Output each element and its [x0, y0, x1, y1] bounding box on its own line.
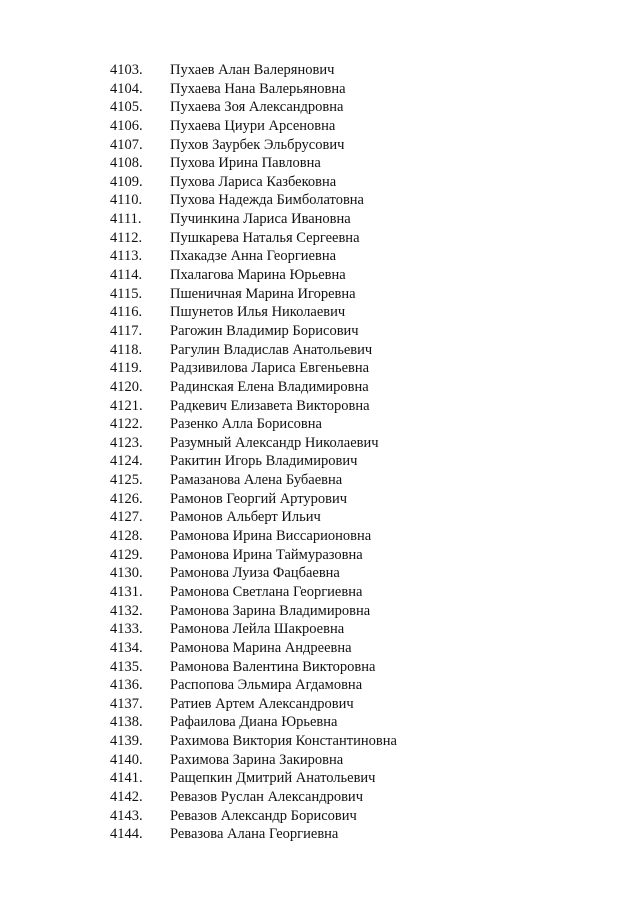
list-item — [110, 452, 397, 471]
entry-name: Пухаев Алан Валерянович — [170, 62, 335, 78]
entry-number: 4112. — [110, 229, 143, 246]
entry-name: Пшеничная Марина Игоревна — [170, 285, 356, 302]
entry-name: Рамонов Альберт Ильич — [170, 509, 321, 526]
entry-name: Рамонова Ирина Таймуразовна — [170, 546, 363, 563]
entry-name: Рагулин Владислав Анатольевич — [170, 341, 373, 358]
entry-number: 4110. — [110, 192, 143, 209]
entry-number: 4144. — [110, 826, 143, 843]
entry-number: 4123. — [110, 434, 143, 451]
entry-name: Пухова Лариса Казбековна — [170, 173, 337, 190]
entry-name: Радкевич Елизавета Викторовна — [170, 397, 370, 414]
entry-number: 4125. — [110, 472, 143, 489]
list-item — [110, 732, 397, 751]
entry-number: 4108. — [110, 155, 143, 172]
list-item — [110, 117, 397, 136]
entry-number: 4129. — [110, 546, 143, 563]
entry-name: Пухова Надежда Бимболатовна — [170, 192, 364, 209]
list-item — [110, 173, 397, 192]
list-item — [110, 191, 397, 210]
list-item — [110, 266, 397, 285]
list-item — [110, 695, 397, 714]
entry-name: Рафаилова Диана Юрьевна — [170, 714, 338, 731]
entry-number: 4118. — [110, 341, 143, 358]
entry-number: 4124. — [110, 453, 143, 470]
entry-number: 4114. — [110, 267, 143, 284]
entry-number: 4120. — [110, 378, 143, 395]
entry-number: 4107. — [110, 136, 143, 153]
list-item — [110, 378, 397, 397]
list-item — [110, 713, 397, 732]
list-item — [110, 751, 397, 770]
list-item — [110, 154, 397, 173]
list-item — [110, 434, 397, 453]
list-item — [110, 788, 397, 807]
list-item — [110, 527, 397, 546]
list-item — [110, 807, 397, 826]
entry-number: 4121. — [110, 397, 143, 414]
entry-name: Рамонов Георгий Артурович — [170, 490, 348, 507]
entry-number: 4136. — [110, 677, 143, 694]
entry-name: Пухова Ирина Павловна — [170, 155, 321, 172]
list-item — [110, 676, 397, 695]
entry-number: 4135. — [110, 658, 143, 675]
list-item — [110, 825, 397, 844]
entry-number: 4131. — [110, 583, 143, 600]
list-item — [110, 229, 397, 248]
entry-number: 4133. — [110, 621, 143, 638]
entry-number: 4142. — [110, 788, 143, 805]
entry-name: Рахимова Виктория Константиновна — [170, 733, 397, 750]
entry-name: Разенко Алла Борисовна — [170, 416, 322, 433]
entry-name: Пухов Заурбек Эльбрусович — [170, 136, 345, 153]
list-item — [110, 658, 397, 677]
list-item — [110, 415, 397, 434]
list-item — [110, 322, 397, 341]
entry-number: 4103. — [110, 62, 143, 78]
entry-number: 4117. — [110, 322, 143, 339]
entry-name: Пхакадзе Анна Георгиевна — [170, 248, 337, 265]
list-item — [110, 769, 397, 788]
entry-number: 4111. — [110, 211, 142, 228]
entry-number: 4140. — [110, 751, 143, 768]
entry-name: Рамонова Валентина Викторовна — [170, 658, 376, 675]
list-item — [110, 564, 397, 583]
entry-name: Рамонова Светлана Георгиевна — [170, 583, 363, 600]
entry-number: 4139. — [110, 733, 143, 750]
entry-number: 4126. — [110, 490, 143, 507]
entry-number: 4115. — [110, 285, 143, 302]
entry-number: 4113. — [110, 248, 143, 265]
entry-number: 4132. — [110, 602, 143, 619]
list-item — [110, 359, 397, 378]
entry-number: 4104. — [110, 80, 143, 97]
entry-number: 4122. — [110, 416, 143, 433]
entry-number: 4128. — [110, 528, 143, 545]
list-item — [110, 247, 397, 266]
entry-name: Пухаева Нана Валерьяновна — [170, 80, 346, 97]
entry-number: 4141. — [110, 770, 143, 787]
list-item — [110, 602, 397, 621]
entry-name: Пшунетов Илья Николаевич — [170, 304, 346, 321]
entry-name: Разумный Александр Николаевич — [170, 434, 379, 451]
entry-name: Ращепкин Дмитрий Анатольевич — [170, 770, 376, 787]
list-item — [110, 508, 397, 527]
entry-name: Пушкарева Наталья Сергеевна — [170, 229, 360, 246]
entry-name: Рамонова Ирина Виссарионовна — [170, 528, 372, 545]
entry-number: 4143. — [110, 807, 143, 824]
list-item — [110, 546, 397, 565]
list-item — [110, 303, 397, 322]
entry-number: 4109. — [110, 173, 143, 190]
entry-number: 4134. — [110, 639, 143, 656]
list-item — [110, 61, 397, 80]
entry-name: Рагожин Владимир Борисович — [170, 322, 359, 339]
entry-name: Ракитин Игорь Владимирович — [170, 453, 358, 470]
list-item — [110, 397, 397, 416]
entry-number: 4116. — [110, 304, 143, 321]
list-item — [110, 490, 397, 509]
entry-number: 4138. — [110, 714, 143, 731]
entry-name: Рамонова Марина Андреевна — [170, 639, 352, 656]
list-item — [110, 583, 397, 602]
entry-number: 4105. — [110, 99, 143, 116]
entry-name: Пучинкина Лариса Ивановна — [170, 211, 351, 228]
entry-name: Распопова Эльмира Агдамовна — [170, 677, 363, 694]
list-item — [110, 341, 397, 360]
list-item — [110, 639, 397, 658]
entry-name: Радинская Елена Владимировна — [170, 378, 369, 395]
entry-name: Рамазанова Алена Бубаевна — [170, 472, 343, 489]
name-list — [110, 61, 397, 844]
list-item — [110, 471, 397, 490]
entry-name: Рамонова Зарина Владимировна — [170, 602, 371, 619]
entry-name: Ревазова Алана Георгиевна — [170, 826, 339, 843]
entry-name: Радзивилова Лариса Евгеньевна — [170, 360, 370, 377]
list-item — [110, 136, 397, 155]
entry-name: Ратиев Артем Александрович — [170, 695, 354, 712]
entry-name: Пухаева Зоя Александровна — [170, 99, 344, 116]
list-item — [110, 285, 397, 304]
list-item — [110, 210, 397, 229]
entry-name: Пхалагова Марина Юрьевна — [170, 267, 346, 284]
list-item — [110, 98, 397, 117]
entry-name: Рамонова Лейла Шакроевна — [170, 621, 345, 638]
entry-number: 4137. — [110, 695, 143, 712]
entry-name: Ревазов Руслан Александрович — [170, 788, 363, 805]
entry-name: Пухаева Циури Арсеновна — [170, 117, 336, 134]
entry-name: Рамонова Луиза Фацбаевна — [170, 565, 340, 582]
entry-name: Ревазов Александр Борисович — [170, 807, 357, 824]
list-item — [110, 620, 397, 639]
entry-number: 4106. — [110, 117, 143, 134]
entry-name: Рахимова Зарина Закировна — [170, 751, 344, 768]
entry-number: 4127. — [110, 509, 143, 526]
entry-number: 4119. — [110, 360, 143, 377]
entry-number: 4130. — [110, 565, 143, 582]
list-item — [110, 80, 397, 99]
